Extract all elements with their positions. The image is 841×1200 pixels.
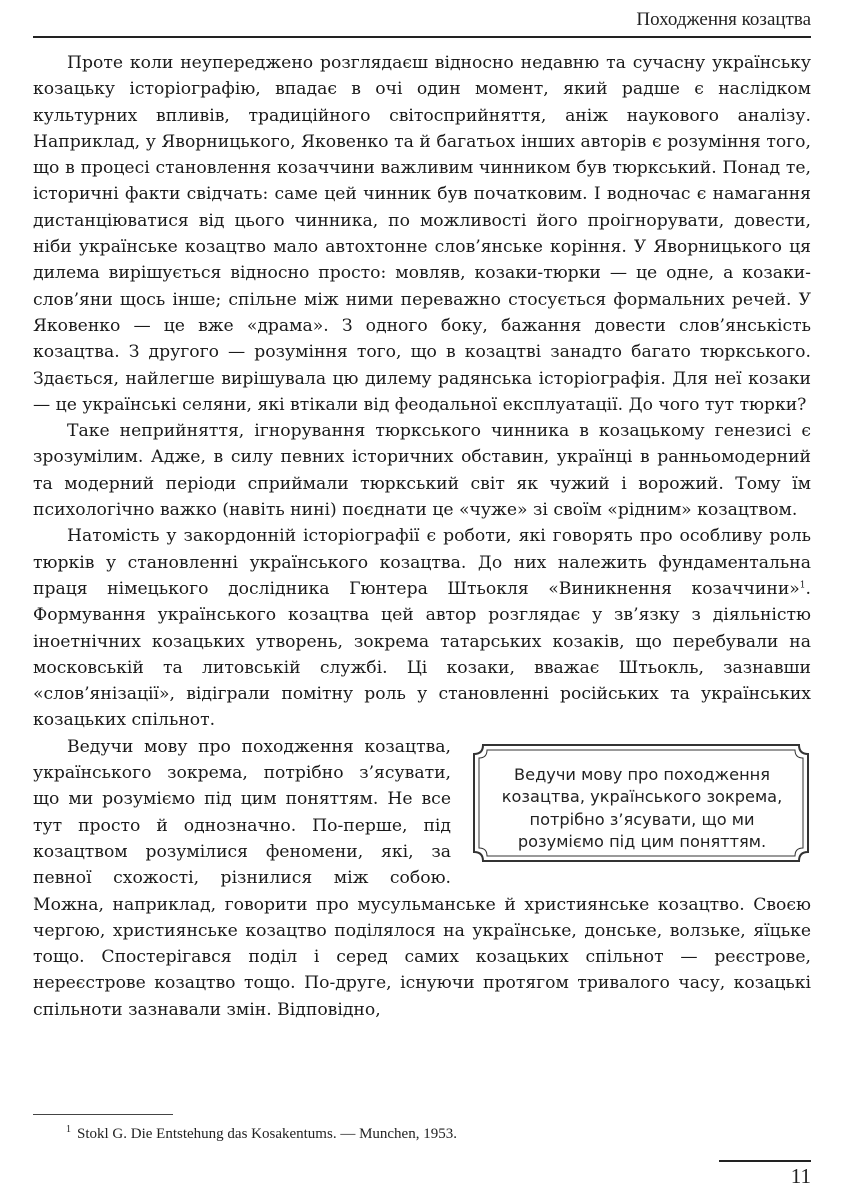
page-number-rule: [719, 1160, 811, 1162]
footnote-reference: 1: [799, 580, 806, 591]
running-header-title: Походження козацтва: [636, 9, 811, 30]
paragraph-1: Проте коли неупереджено розглядаєш відносно недавню та сучасну українську козацьку історіографію, впадає в очі один момент, який радше є наслідком культурних впливів, традиційного світосприйняття, аніж наукового аналізу. Наприклад, у Яворницького, Яковенко та й багатьох інших авторів є розуміння того, що в процесі становлення козаччини важливим чинником був тюркський. Понад те, історичні факти свідчать: саме цей чинник був початковим. І водночас є намагання дистанціюватися від цього чинника, по можливості його проігнорувати, довести, ніби українське козацтво мало автохтонне слов’янське коріння. У Яворницького ця дилема вирішується відносно просто: мовляв, козаки-тюрки — це одне, а козаки-слов’яни щось інше; спільне між ними переважно стосується формальних речей. У Яковенко — це вже «драма». З одного боку, бажання довести слов’янськість козацтва. З другого — розуміння того, що в козацтві занадто багато тюркського. Здається, найлегше вирішувала цю дилему радянська історіографія. Для неї козаки — це українські селяни, які втікали від феодальної експлуатації. До чого тут тюрки?: [33, 53, 811, 415]
pull-quote-text: Ведучи мову про походження козацтва, українського зокрема, потрібно з’ясувати, що ми розуміємо під цим поняттям.: [501, 764, 783, 852]
paragraph-4-text: Ведучи мову про походження козацтва, українського зокрема, потрібно з’ясувати, що ми розуміємо під цим поняттям. Не все тут просто й однозначно. По-перше, під козацтвом розумілися феномени, які, за певної схожості, різнилися між собою. Можна, наприклад, говорити про мусульманське й християнське козацтво. Своєю чергою, християнське козацтво поділялося на українське, донське, волзьке, яїцьке тощо. Спостерігався поділ і серед самих козацьких спільнот — реєстрове, нереєстрове козацтво тощо. По-друге, існуючи протягом тривалого часу, козацькі спільноти зазнавали змін. Відповідно,: [33, 736, 811, 1020]
footnote-rule: [33, 1114, 173, 1115]
paragraph-2: Таке неприйняття, ігнорування тюркського чинника в козацькому генезисі є зрозумілим. Адже, в силу певних історичних обставин, українці в ранньомодерний та модерний періоди сприймали тюркський світ як чужий і ворожий. Тому їм психологічно важко (навіть нині) поєднати це «чуже» зі своїм «рідним» козацтвом.: [33, 421, 811, 521]
footnote-text: Stokl G. Die Entstehung das Kosakentums. — Munchen, 1953.: [77, 1126, 457, 1142]
header-rule: [33, 36, 811, 38]
footnote: [66, 1124, 457, 1143]
page-number: 11: [790, 1164, 811, 1188]
footnote-marker: 1: [66, 1124, 71, 1135]
paragraph-3: [33, 523, 811, 733]
paragraph-4: [33, 734, 811, 1023]
paragraph-3-text-start: Натомість у закордонній історіографії є роботи, які говорять про особливу роль тюрків у становленні українського козацтва. До них належить фундаментальна праця німецького дослідника Гюнтера Штьокля «Виникнення козаччини»: [33, 526, 811, 599]
paragraph-3-text-end: . Формування українського козацтва цей автор розглядає у зв’язку з діяльністю іноетнічних козацьких утворень, зокрема татарських козаків, що перебували на московській та литовській службі. Ці козаки, вважає Штьокль, зазнавши «слов’янізації», відіграли помітну роль у становленні російських та українських козацьких спільнот.: [33, 578, 811, 731]
pull-quote-box: [471, 742, 811, 864]
body-text: [33, 50, 811, 1023]
